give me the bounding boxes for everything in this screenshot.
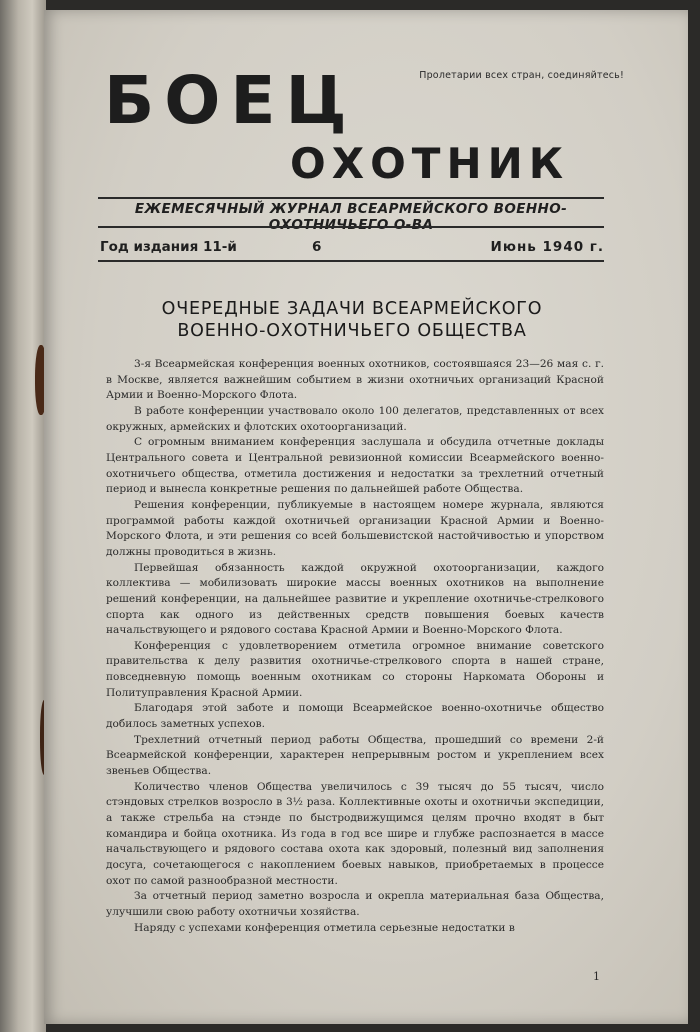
paragraph: Трехлетний отчетный период работы Общества, прошедший со времени 2-й Всеармейской конференции, характерен непрерывным ростом и укреплением всех звеньев Общества. [106, 733, 604, 778]
article-headline [114, 298, 590, 342]
masthead-title-line2: ОХОТНИК [290, 139, 570, 188]
magazine-page [44, 10, 688, 1024]
paragraph: 3-я Всеармейская конференция военных охотников, состоявшаяся 23—26 мая с. г. в Москве, является важнейшим событием в жизни охотничьих организаций Красной Армии и Военно-Морского Флота. [106, 358, 604, 402]
masthead-title-line1: БОЕЦ [104, 62, 357, 139]
headline-line2: ВОЕННО-ОХОТНИЧЬЕГО ОБЩЕСТВА [177, 321, 527, 341]
masthead-subtitle: ЕЖЕМЕСЯЧНЫЙ ЖУРНАЛ ВСЕАРМЕЙСКОГО ВОЕННО-ОХОТНИЧЬЕГО О-ВА [134, 201, 568, 233]
paragraph: За отчетный период заметно возросла и окрепла материальная база Общества, улучшили свою работу охотничьи хозяйства. [106, 890, 604, 918]
article-body [106, 357, 604, 936]
issue-year: Год издания 11-й [100, 239, 237, 255]
masthead-rule-bottom [98, 260, 604, 262]
paragraph: Первейшая обязанность каждой окружной охотоорганизации, каждого коллектива — мобилизовать широкие массы военных охотников на выполнение решений конференции, на дальнейшее развитие и укрепление охотничье-стрелкового спорта как одного из действенных средств повышения боевых качеств начальствующего и рядового состава Красной Армии и Военно-Морского Флота. [106, 561, 604, 637]
paragraph: Количество членов Общества увеличилось с 39 тысяч до 55 тысяч, число стэндовых стрелков возросло в 3½ раза. Коллективные охоты и охотничьи экспедиции, а также стрельба на стэнде по быстродвижущимся целям прочно входят в быт командира и бойца охотника. Из года в год все шире и глубже распознается в массе начальствующего и рядового состава охота как здоровый, полезный вид заполнения досуга, сочетающегося с накоплением боевых навыков, приобретаемых в процессе охот по самой разнообразной местности. [106, 780, 604, 887]
paragraph: Конференция с удовлетворением отметила огромное внимание советского правительства к делу развития охотничье-стрелкового спорта в нашей стране, повседневную помощь военным охотникам со стороны Наркомата Обороны и Политуправления Красной Армии. [106, 639, 604, 699]
masthead-rule-middle [98, 226, 604, 228]
page-number: 1 [593, 970, 600, 983]
masthead-rule-top [98, 197, 604, 199]
issue-info-row [100, 239, 604, 257]
masthead-motto: Пролетарии всех стран, соединяйтесь! [419, 70, 624, 81]
paragraph: Благодаря этой заботе и помощи Всеармейское военно-охотничье общество добилось заметных успехов. [106, 702, 604, 731]
paragraph: В работе конференции участвовало около 100 делегатов, представленных от всех окружных, армейских и флотских охотоорганизаций. [106, 404, 604, 433]
issue-date: Июнь 1940 г. [490, 239, 604, 255]
paragraph: Наряду с успехами конференция отметила серьезные недостатки в [134, 921, 515, 934]
paragraph: С огромным вниманием конференция заслушала и обсудила отчетные доклады Центрального совета и Центральной ревизионной комиссии Всеармейского военно-охотничьего общества, отметила достижения и недостатки за трехлетний отчетный период и вынесла конкретные решения по дальнейшей работе Общества. [106, 436, 604, 496]
paragraph: Решения конференции, публикуемые в настоящем номере журнала, являются программой работы каждой охотничьей организации Красной Армии и Военно-Морского Флота, и эти решения со всей большевистской настойчивостью и упорством должны проводиться в жизнь. [106, 498, 604, 558]
issue-number: 6 [312, 239, 322, 255]
headline-line1: ОЧЕРЕДНЫЕ ЗАДАЧИ ВСЕАРМЕЙСКОГО [161, 299, 543, 319]
adjacent-page-edge [0, 0, 46, 1032]
